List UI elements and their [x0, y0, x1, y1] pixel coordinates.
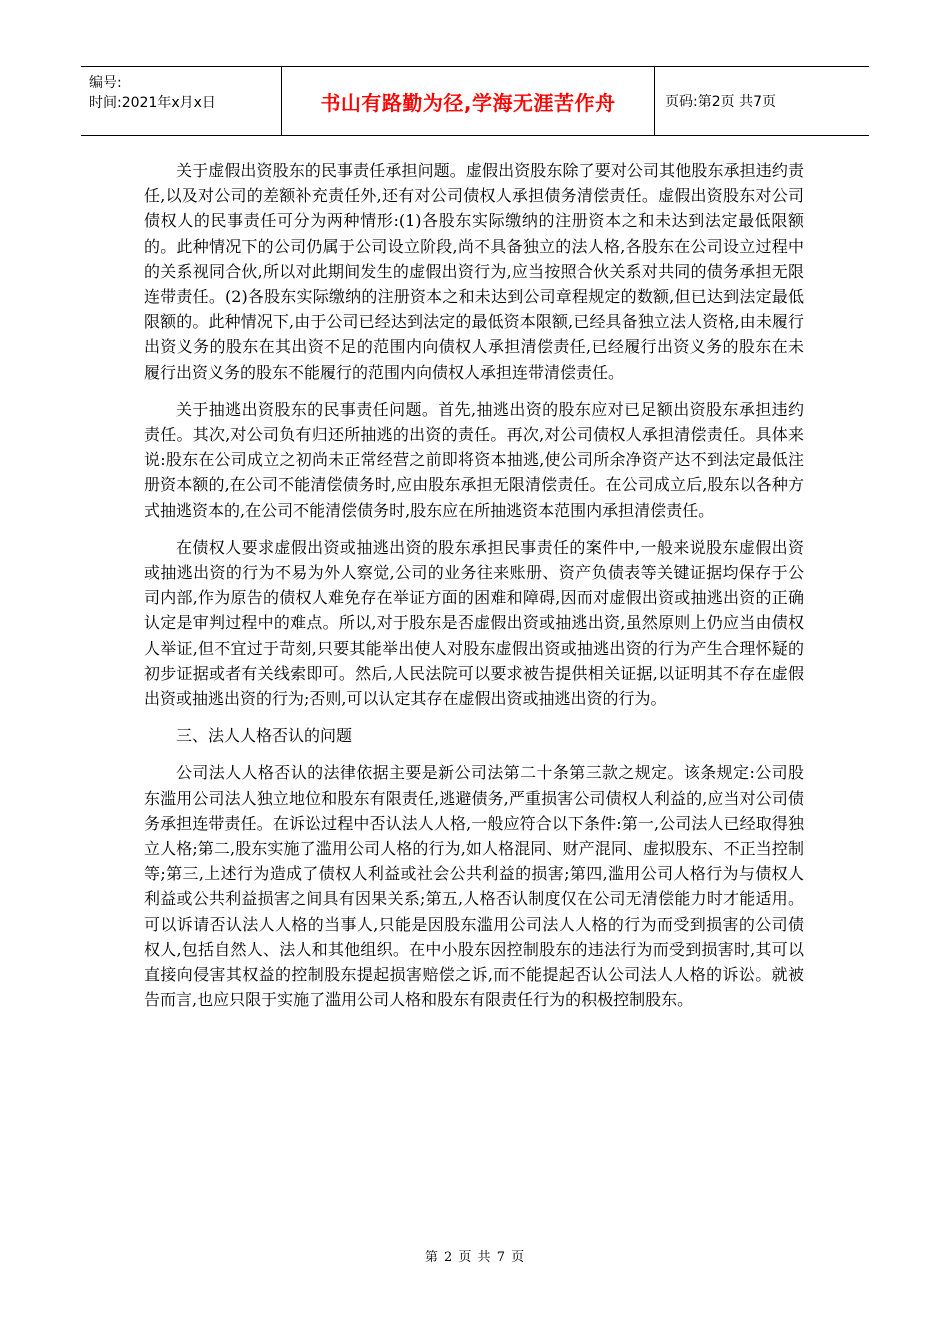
- document-body: [144, 158, 804, 1025]
- document-time-label: 时间:2021年x月x日: [89, 95, 216, 111]
- header-motto: 书山有路勤为径,学海无涯苦作舟: [282, 67, 655, 135]
- header-page-label: 页码:第2页 共7页: [665, 94, 776, 110]
- page-footer: 第 2 页 共 7 页: [424, 1250, 526, 1265]
- section-heading: 三、法人人格否认的问题: [176, 726, 353, 746]
- document-number-label: 编号:: [89, 75, 122, 91]
- paragraph-false-capital: 关于虚假出资股东的民事责任承担问题。虚假出资股东除了要对公司其他股东承担违约责任,以及对公司的差额补充责任外,还有对公司债权人承担债务清偿责任。虚假出资股东对公司债权人的民事责任可分为两种情形:(1)各股东实际缴纳的注册资本之和未达到法定最低限额的。此种情况下的公司仍属于公司设立阶段,尚不具备独立的法人格,各股东在公司设立过程中的关系视同合伙,所以对此期间发生的虚假出资行为,应当按照合伙关系对共同的债务承担无限连带责任。(2)各股东实际缴纳的注册资本之和未达到公司章程规定的数额,但已达到法定最低限额的。此种情况下,由于公司已经达到法定的最低资本限额,已经具备独立法人资格,由未履行出资义务的股东在其出资不足的范围内向债权人承担清偿责任,已经履行出资义务的股东在未履行出资义务的股东不能履行的范围内向债权人承担连带清偿责任。: [144, 161, 804, 382]
- page-header: [81, 66, 869, 136]
- paragraph-piercing-veil: 公司法人人格否认的法律依据主要是新公司法第二十条第三款之规定。该条规定:公司股东滥用公司法人独立地位和股东有限责任,逃避债务,严重损害公司债权人利益的,应当对公司债务承担连带责任。在诉讼过程中否认法人人格,一般应符合以下条件:第一,公司法人已经取得独立人格;第二,股东实施了滥用公司人格的行为,如人格混同、财产混同、虚拟股东、不正当控制等;第三,上述行为造成了债权人利益或社会公共利益的损害;第四,滥用公司人格行为与债权人利益或公共利益损害之间具有因果关系;第五,人格否认制度仅在公司无清偿能力时才能适用。可以诉请否认法人人格的当事人,只能是因股东滥用公司法人人格的行为而受到损害的公司债权人,包括自然人、法人和其他组织。在中小股东因控制股东的违法行为而受到损害时,其可以直接向侵害其权益的控制股东提起损害赔偿之诉,而不能提起否认公司法人人格的诉讼。就被告而言,也应只限于实施了滥用公司人格和股东有限责任行为的积极控制股东。: [144, 763, 804, 1010]
- paragraph-burden-of-proof: 在债权人要求虚假出资或抽逃出资的股东承担民事责任的案件中,一般来说股东虚假出资或抽逃出资的行为不易为外人察觉,公司的业务往来账册、资产负债表等关键证据均保存于公司内部,作为原告的债权人难免存在举证方面的困难和障碍,因而对虚假出资或抽逃出资的正确认定是审判过程中的难点。所以,对于股东是否虚假出资或抽逃出资,虽然原则上仍应当由债权人举证,但不宜过于苛刻,只要其能举出使人对股东虚假出资或抽逃出资的行为产生合理怀疑的初步证据或者有关线索即可。然后,人民法院可以要求被告提供相关证据,以证明其不存在虚假出资或抽逃出资的行为;否则,可以认定其存在虚假出资或抽逃出资的行为。: [144, 537, 804, 709]
- paragraph-withdrawn-capital: 关于抽逃出资股东的民事责任问题。首先,抽逃出资的股东应对已足额出资股东承担违约责任。其次,对公司负有归还所抽逃的出资的责任。再次,对公司债权人承担清偿责任。具体来说:股东在公司成立之初尚未正常经营之前即将资本抽逃,使公司所余净资产达不到法定最低注册资本额的,在公司不能清偿债务时,应由股东承担无限清偿责任。在公司成立后,股东以各种方式抽逃资本的,在公司不能清偿债务时,股东应在所抽逃资本范围内承担清偿责任。: [144, 399, 804, 520]
- header-meta: [81, 67, 282, 135]
